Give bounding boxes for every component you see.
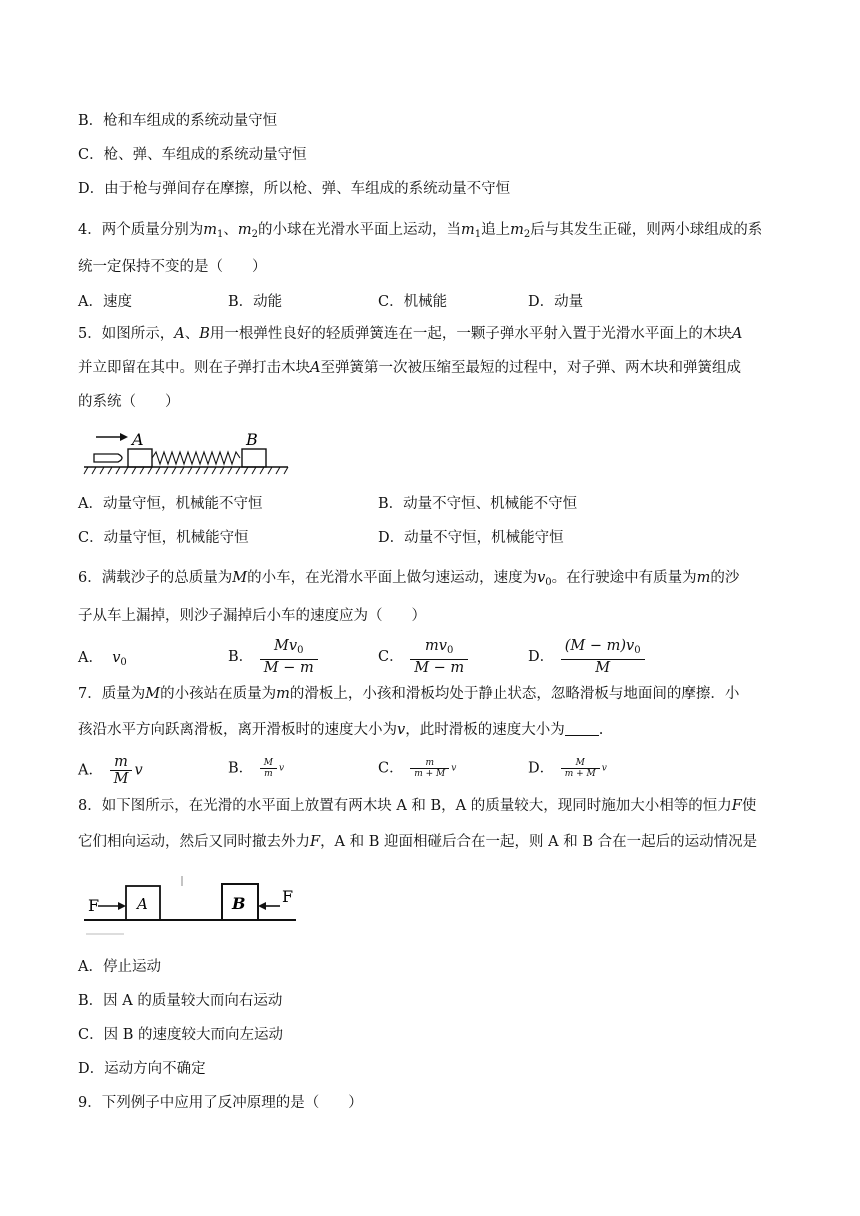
q8-option-c: C．因 B 的速度较大而向左运动: [78, 1027, 283, 1043]
q3-option-c: C．枪、弹、车组成的系统动量守恒: [78, 147, 307, 163]
q6-stem-line1: 6．满载沙子的总质量为M的小车，在光滑水平面上做匀速运动，速度为$v_0$。在行驶途中有质量为m的沙: [78, 570, 740, 588]
q5-stem-line3: 的系统（ ）: [78, 394, 180, 410]
force-right-label: F: [282, 887, 294, 906]
q4-stem-line1: 4．两个质量分别为$m_1$、$m_2$的小球在光滑水平面上运动，当$m_1$追上$m_2$后与其发生正碰，则两小球组成的系: [78, 222, 763, 240]
q8-stem-line1: 8．如下图所示，在光滑的水平面上放置有两木块 A 和 B，A 的质量较大，现同时施加大小相等的恒力F使: [78, 798, 757, 814]
ground-hatching: [84, 467, 288, 474]
q4-option-b: B．动能: [228, 294, 283, 310]
q8-stem-line2: 它们相向运动，然后又同时撤去外力F，A 和 B 迎面相碰后合在一起，则 A 和 B 合在一起后的运动情况是: [78, 834, 758, 850]
arrow-right-icon: [118, 902, 126, 910]
block-a-label: A: [132, 430, 144, 449]
q7-option-c: C． $\frac{m}{m + M}$ v: [378, 758, 457, 779]
arrow-left-icon: [258, 902, 266, 910]
q7-option-b-fraction: $\frac{M}{m}$: [260, 758, 277, 779]
answer-blank: [565, 721, 599, 736]
arrow-head-icon: [120, 433, 128, 441]
q7-option-a-fraction: $\frac{m}{M}$: [110, 754, 133, 787]
q5-stem-line2: 并立即留在其中。则在子弹打击木块A至弹簧第一次被压缩至最短的过程中，对子弹、两木块和弹簧组成: [78, 360, 741, 376]
q4-option-d: D．动量: [528, 294, 584, 310]
spring-icon: [152, 452, 240, 464]
q9-stem: 9．下列例子中应用了反冲原理的是（ ）: [78, 1095, 363, 1111]
bullet-icon: [94, 454, 122, 462]
q7-option-a: A． $\frac{m}{M}$ v: [78, 754, 143, 787]
block-a-label: A: [137, 895, 148, 913]
q5-option-b: B．动量不守恒、机械能不守恒: [378, 496, 578, 512]
force-left-label: F: [88, 896, 100, 915]
block-b-label: B: [232, 894, 246, 913]
block-b-label: B: [246, 430, 258, 449]
q5-option-a: A．动量守恒，机械能不守恒: [78, 496, 263, 512]
q7-option-c-fraction: $\frac{m}{m + M}$: [410, 758, 449, 779]
q7-stem-line2: 孩沿水平方向跃离滑板，离开滑板时的速度大小为v，此时滑板的速度大小为 .: [78, 722, 604, 738]
q8-option-a: A．停止运动: [78, 959, 161, 975]
q7-option-b: B． $\frac{M}{m}$ v: [228, 758, 285, 779]
q5-spring-blocks-figure: [82, 424, 292, 480]
q7-stem-line1: 7．质量为M的小孩站在质量为m的滑板上，小孩和滑板均处于静止状态，忽略滑板与地面间的摩擦．小: [78, 686, 740, 702]
q8-option-d: D．运动方向不确定: [78, 1061, 206, 1077]
q7-option-d-fraction: $\frac{M}{m + M}$: [561, 758, 600, 779]
q7-option-d: D． $\frac{M}{m + M}$ v: [528, 758, 607, 779]
q3-option-d: D．由于枪与弹间存在摩擦，所以枪、弹、车组成的系统动量不守恒: [78, 181, 511, 197]
q4-option-a: A．速度: [78, 294, 132, 310]
q6-option-b: B． $\frac{Mv_0}{M - m}$: [228, 638, 320, 676]
q6-stem-line2: 子从车上漏掉，则沙子漏掉后小车的速度应为（ ）: [78, 608, 426, 624]
q5-stem-line1: 5．如图所示，A、B用一根弹性良好的轻质弹簧连在一起，一颗子弹水平射入置于光滑水平面上的木块A: [78, 326, 743, 342]
q3-option-b: B．枪和车组成的系统动量守恒: [78, 113, 278, 129]
q8-option-b: B．因 A 的质量较大而向右运动: [78, 993, 283, 1009]
q6-option-d-fraction: $\frac{(M - m)v_0}{M}$: [561, 638, 645, 676]
block-b: [242, 449, 266, 467]
q4-option-c: C．机械能: [378, 294, 448, 310]
q6-option-c-fraction: $\frac{mv_0}{M - m}$: [410, 638, 468, 676]
q6-option-b-fraction: $\frac{Mv_0}{M - m}$: [260, 638, 318, 676]
q8-two-blocks-figure: [84, 872, 300, 942]
q6-option-a: A． $v_0$: [78, 650, 127, 668]
q6-option-c: C． $\frac{mv_0}{M - m}$: [378, 638, 470, 676]
q5-option-d: D．动量不守恒，机械能守恒: [378, 530, 564, 546]
block-a: [128, 449, 152, 467]
q6-option-d: D． $\frac{(M - m)v_0}{M}$: [528, 638, 647, 676]
q5-option-c: C．动量守恒，机械能守恒: [78, 530, 249, 546]
q4-stem-line2: 统一定保持不变的是（ ）: [78, 259, 267, 275]
